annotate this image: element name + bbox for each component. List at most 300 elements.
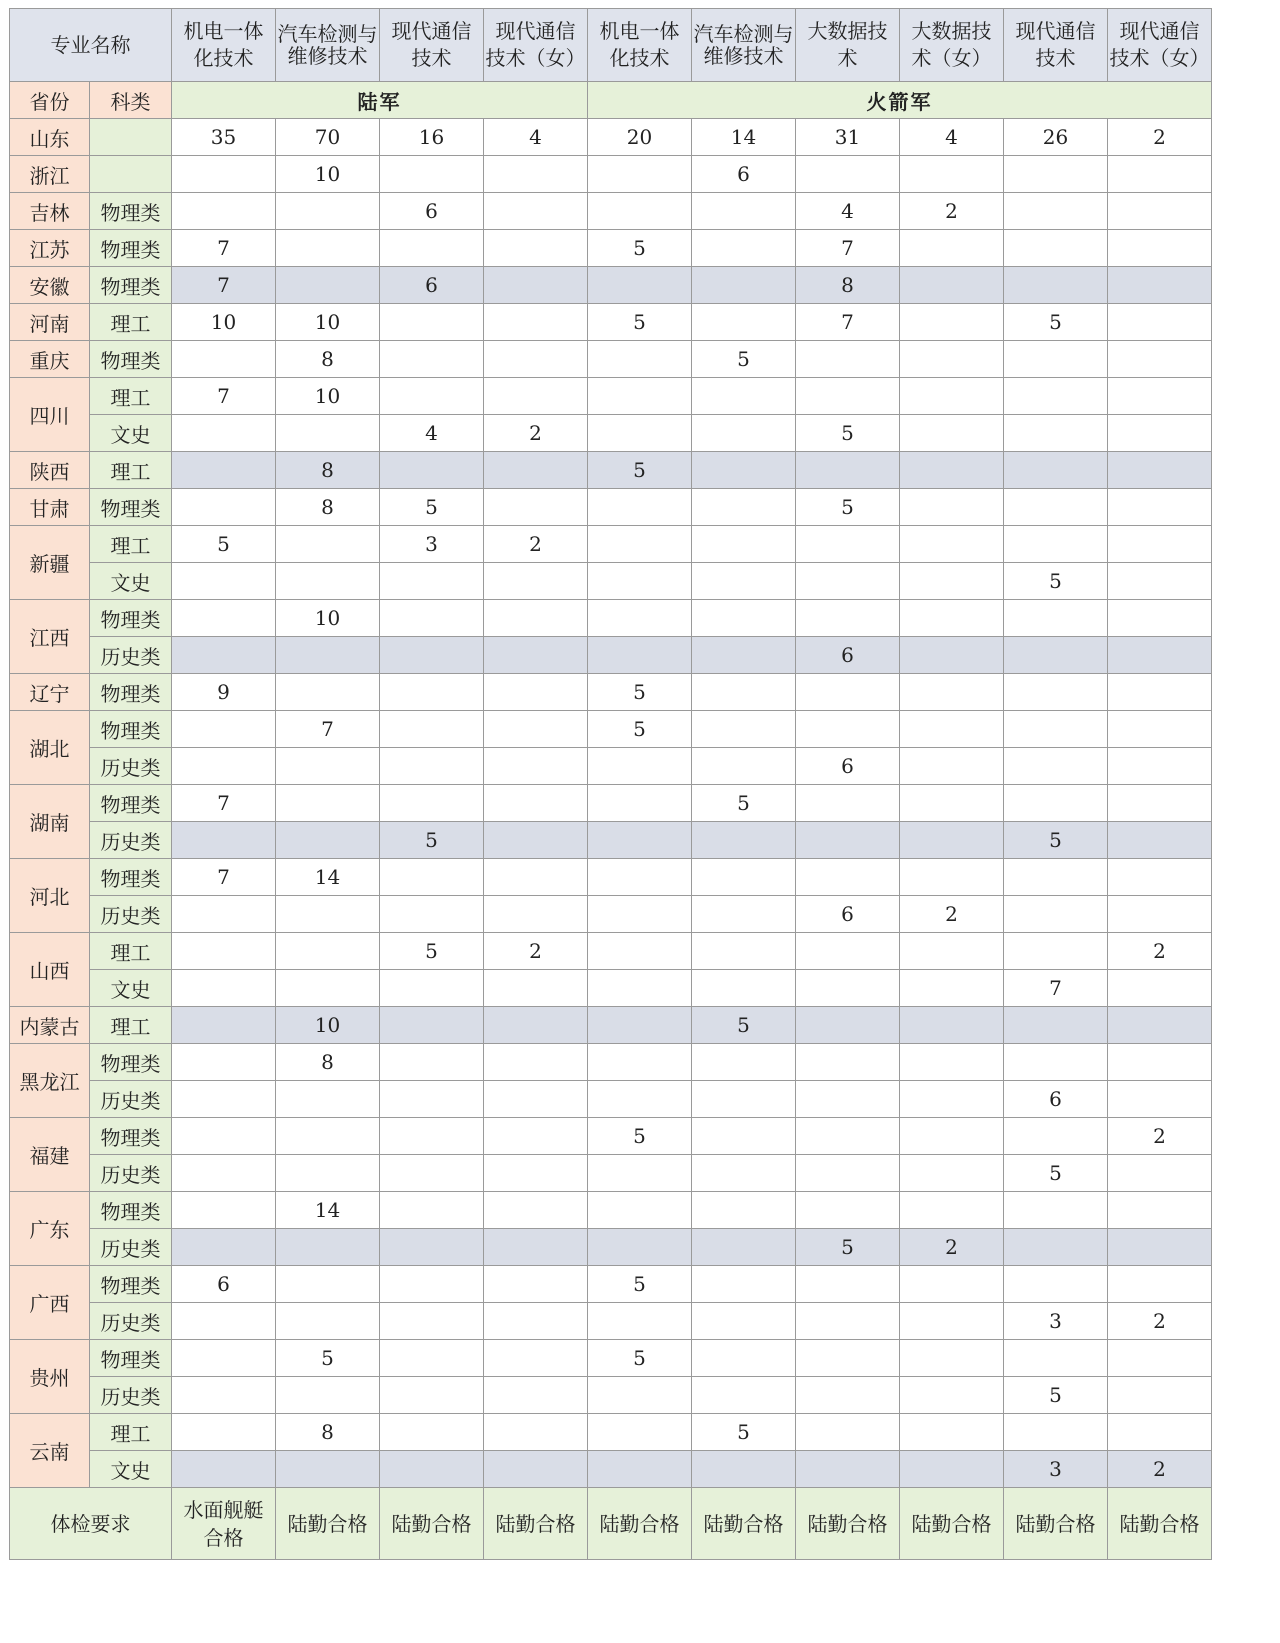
quota-cell	[276, 896, 380, 933]
quota-cell	[692, 600, 796, 637]
quota-cell	[1108, 748, 1212, 785]
subject-cell: 物理类	[90, 489, 172, 526]
quota-cell	[1004, 748, 1108, 785]
quota-cell: 2	[1108, 1118, 1212, 1155]
quota-cell	[692, 526, 796, 563]
quota-cell: 6	[796, 896, 900, 933]
quota-cell	[1108, 341, 1212, 378]
quota-cell	[1004, 1044, 1108, 1081]
quota-cell	[1108, 674, 1212, 711]
quota-cell: 35	[172, 119, 276, 156]
quota-cell	[796, 674, 900, 711]
cell-line: 技术	[1035, 46, 1076, 70]
quota-cell	[900, 156, 1004, 193]
major-header	[380, 9, 484, 82]
quota-cell	[900, 637, 1004, 674]
quota-cell	[796, 1155, 900, 1192]
quota-cell	[692, 1044, 796, 1081]
quota-cell	[380, 674, 484, 711]
quota-cell	[1004, 193, 1108, 230]
quota-cell	[172, 1155, 276, 1192]
cell-line: 陆勤合格	[703, 1511, 784, 1536]
quota-cell: 3	[1004, 1451, 1108, 1488]
quota-cell	[900, 1303, 1004, 1340]
province-cell: 湖南	[10, 785, 90, 859]
quota-cell	[380, 1192, 484, 1229]
quota-cell	[484, 1044, 588, 1081]
quota-cell	[484, 859, 588, 896]
quota-cell: 10	[172, 304, 276, 341]
quota-cell	[900, 1451, 1004, 1488]
quota-cell	[1108, 859, 1212, 896]
quota-cell	[172, 1044, 276, 1081]
quota-cell	[380, 156, 484, 193]
quota-cell	[1004, 785, 1108, 822]
cell-line: 机电一体	[183, 19, 264, 43]
quota-cell	[692, 1229, 796, 1266]
quota-cell	[1004, 711, 1108, 748]
physical-exam-requirement	[588, 1488, 692, 1560]
cell-line: 技术（女）	[1109, 46, 1210, 70]
quota-cell	[484, 304, 588, 341]
quota-cell	[172, 896, 276, 933]
quota-cell: 5	[1004, 1377, 1108, 1414]
quota-cell: 5	[276, 1340, 380, 1377]
province-cell: 河南	[10, 304, 90, 341]
quota-cell	[1108, 1044, 1212, 1081]
physical-exam-requirement	[692, 1488, 796, 1560]
subject-cell: 理工	[90, 304, 172, 341]
cell-line: 合格	[203, 1525, 244, 1550]
quota-cell	[276, 1377, 380, 1414]
quota-cell	[484, 1081, 588, 1118]
quota-cell: 4	[380, 415, 484, 452]
quota-cell	[380, 1377, 484, 1414]
quota-cell	[1108, 378, 1212, 415]
subject-label: 科类	[90, 82, 172, 119]
quota-cell	[900, 267, 1004, 304]
quota-cell	[692, 193, 796, 230]
quota-cell	[796, 785, 900, 822]
quota-cell	[1004, 637, 1108, 674]
quota-cell	[1004, 1266, 1108, 1303]
cell-line: 现代通信	[495, 19, 576, 43]
quota-cell: 4	[796, 193, 900, 230]
quota-cell	[1004, 526, 1108, 563]
table-row	[10, 896, 1212, 933]
major-header	[484, 9, 588, 82]
quota-cell	[692, 304, 796, 341]
quota-cell	[588, 1303, 692, 1340]
quota-cell	[380, 1229, 484, 1266]
cell-line: 陆勤合格	[1015, 1511, 1096, 1536]
quota-cell	[1108, 1266, 1212, 1303]
quota-cell	[1108, 1192, 1212, 1229]
quota-cell: 8	[276, 1044, 380, 1081]
quota-cell	[796, 1007, 900, 1044]
major-header	[796, 9, 900, 82]
physical-exam-requirement	[380, 1488, 484, 1560]
branch-army: 陆军	[172, 82, 588, 119]
table-row	[10, 563, 1212, 600]
quota-cell: 5	[692, 785, 796, 822]
subject-cell: 文史	[90, 563, 172, 600]
quota-cell: 2	[484, 933, 588, 970]
quota-cell	[796, 1303, 900, 1340]
quota-cell	[900, 748, 1004, 785]
quota-cell: 5	[380, 822, 484, 859]
quota-cell	[276, 933, 380, 970]
quota-cell	[172, 1340, 276, 1377]
quota-cell	[588, 193, 692, 230]
cell-line: 水面舰艇	[183, 1497, 264, 1522]
quota-cell	[1004, 230, 1108, 267]
quota-cell	[588, 1155, 692, 1192]
quota-cell	[588, 933, 692, 970]
quota-cell: 5	[588, 304, 692, 341]
quota-cell: 5	[692, 1414, 796, 1451]
quota-cell	[796, 822, 900, 859]
quota-cell	[796, 1377, 900, 1414]
quota-cell: 5	[1004, 1155, 1108, 1192]
subject-cell: 物理类	[90, 230, 172, 267]
quota-cell	[276, 674, 380, 711]
table-row	[10, 378, 1212, 415]
quota-cell	[380, 1081, 484, 1118]
major-header	[692, 9, 796, 82]
quota-cell: 6	[1004, 1081, 1108, 1118]
cell-line: 技术（女）	[485, 46, 586, 70]
cell-line: 陆勤合格	[807, 1511, 888, 1536]
quota-cell: 6	[796, 748, 900, 785]
province-cell: 黑龙江	[10, 1044, 90, 1118]
quota-cell	[484, 1192, 588, 1229]
province-cell: 甘肃	[10, 489, 90, 526]
table-row	[10, 674, 1212, 711]
table-row	[10, 637, 1212, 674]
quota-cell	[276, 193, 380, 230]
quota-cell	[1004, 489, 1108, 526]
quota-cell	[588, 341, 692, 378]
quota-cell: 14	[276, 859, 380, 896]
quota-cell	[796, 563, 900, 600]
quota-cell	[588, 1192, 692, 1229]
subject-cell: 文史	[90, 415, 172, 452]
table-row	[10, 489, 1212, 526]
subject-cell: 理工	[90, 526, 172, 563]
quota-cell: 7	[172, 785, 276, 822]
quota-cell	[172, 452, 276, 489]
quota-cell	[900, 674, 1004, 711]
quota-cell	[380, 600, 484, 637]
quota-cell	[1108, 267, 1212, 304]
quota-cell	[588, 970, 692, 1007]
subject-cell: 历史类	[90, 748, 172, 785]
quota-cell: 10	[276, 1007, 380, 1044]
quota-cell: 14	[276, 1192, 380, 1229]
enrollment-table	[9, 8, 1212, 1560]
quota-cell	[1108, 1377, 1212, 1414]
quota-cell: 20	[588, 119, 692, 156]
quota-cell	[692, 378, 796, 415]
quota-cell	[588, 600, 692, 637]
quota-cell: 5	[1004, 563, 1108, 600]
quota-cell: 7	[172, 230, 276, 267]
subject-cell: 文史	[90, 970, 172, 1007]
quota-cell	[276, 1081, 380, 1118]
cell-line: 陆勤合格	[911, 1511, 992, 1536]
subject-cell	[90, 119, 172, 156]
quota-cell	[380, 896, 484, 933]
province-cell: 辽宁	[10, 674, 90, 711]
quota-cell	[172, 156, 276, 193]
cell-line: 大数据技	[911, 19, 992, 43]
quota-cell	[796, 156, 900, 193]
quota-cell	[276, 970, 380, 1007]
quota-cell: 2	[900, 896, 1004, 933]
quota-cell	[172, 933, 276, 970]
quota-cell	[380, 1155, 484, 1192]
quota-cell: 10	[276, 156, 380, 193]
quota-cell	[900, 1414, 1004, 1451]
quota-cell	[172, 415, 276, 452]
corner-label: 专业名称	[10, 9, 172, 82]
quota-cell	[692, 1192, 796, 1229]
quota-cell	[1004, 1340, 1108, 1377]
table-row	[10, 1414, 1212, 1451]
quota-cell	[900, 1118, 1004, 1155]
cell-line: 术	[837, 46, 858, 70]
quota-cell	[484, 1451, 588, 1488]
quota-cell	[588, 1451, 692, 1488]
subject-cell: 历史类	[90, 896, 172, 933]
quota-cell	[900, 1340, 1004, 1377]
quota-cell	[276, 1303, 380, 1340]
quota-cell	[796, 859, 900, 896]
quota-cell	[1108, 563, 1212, 600]
quota-cell	[900, 563, 1004, 600]
quota-cell	[1004, 1414, 1108, 1451]
quota-cell	[588, 1377, 692, 1414]
cell-line: 现代通信	[1015, 19, 1096, 43]
quota-cell	[380, 230, 484, 267]
subject-cell: 历史类	[90, 1377, 172, 1414]
quota-cell	[484, 156, 588, 193]
quota-cell	[1004, 600, 1108, 637]
quota-cell	[1108, 637, 1212, 674]
table-row	[10, 1007, 1212, 1044]
quota-cell	[796, 378, 900, 415]
major-header	[900, 9, 1004, 82]
quota-cell	[276, 748, 380, 785]
quota-cell	[588, 489, 692, 526]
quota-cell: 5	[588, 1118, 692, 1155]
quota-cell: 5	[692, 1007, 796, 1044]
subject-cell: 历史类	[90, 1229, 172, 1266]
table-row	[10, 304, 1212, 341]
province-cell: 福建	[10, 1118, 90, 1192]
table-row	[10, 748, 1212, 785]
quota-cell: 6	[380, 267, 484, 304]
subject-cell: 物理类	[90, 193, 172, 230]
quota-cell	[900, 415, 1004, 452]
quota-cell	[380, 785, 484, 822]
quota-cell	[380, 378, 484, 415]
quota-cell: 6	[380, 193, 484, 230]
quota-cell: 8	[796, 267, 900, 304]
cell-line: 陆勤合格	[287, 1511, 368, 1536]
quota-cell	[796, 452, 900, 489]
quota-cell	[900, 378, 1004, 415]
quota-cell	[796, 600, 900, 637]
quota-cell: 2	[1108, 119, 1212, 156]
subject-cell: 物理类	[90, 1340, 172, 1377]
quota-cell	[172, 1081, 276, 1118]
quota-cell: 26	[1004, 119, 1108, 156]
quota-cell	[900, 1155, 1004, 1192]
quota-cell	[484, 267, 588, 304]
province-cell: 广东	[10, 1192, 90, 1266]
quota-cell	[588, 822, 692, 859]
subject-cell: 历史类	[90, 1155, 172, 1192]
quota-cell	[1108, 415, 1212, 452]
quota-cell	[380, 1266, 484, 1303]
table-row	[10, 1044, 1212, 1081]
subject-cell: 理工	[90, 452, 172, 489]
quota-cell	[588, 1044, 692, 1081]
quota-cell: 2	[1108, 1303, 1212, 1340]
quota-cell	[380, 970, 484, 1007]
quota-cell	[484, 230, 588, 267]
quota-cell	[380, 1044, 484, 1081]
quota-cell	[900, 1007, 1004, 1044]
physical-exam-requirement	[172, 1488, 276, 1560]
quota-cell: 4	[484, 119, 588, 156]
table-row	[10, 1266, 1212, 1303]
subject-cell: 理工	[90, 1414, 172, 1451]
quota-cell	[484, 193, 588, 230]
table-row	[10, 1118, 1212, 1155]
quota-cell	[900, 933, 1004, 970]
quota-cell: 5	[588, 1266, 692, 1303]
quota-cell	[484, 1007, 588, 1044]
province-cell: 贵州	[10, 1340, 90, 1414]
cell-line: 现代通信	[1119, 19, 1200, 43]
quota-cell	[588, 1007, 692, 1044]
table-row	[10, 415, 1212, 452]
quota-cell	[484, 896, 588, 933]
quota-cell	[484, 822, 588, 859]
quota-cell: 10	[276, 304, 380, 341]
quota-cell	[692, 415, 796, 452]
cell-line: 陆勤合格	[495, 1511, 576, 1536]
quota-cell	[484, 748, 588, 785]
quota-cell	[588, 267, 692, 304]
table-row	[10, 452, 1212, 489]
quota-cell: 7	[172, 378, 276, 415]
subject-cell: 理工	[90, 378, 172, 415]
quota-cell	[692, 637, 796, 674]
quota-cell	[588, 1414, 692, 1451]
quota-cell: 5	[1004, 304, 1108, 341]
quota-cell: 10	[276, 378, 380, 415]
physical-exam-requirement	[484, 1488, 588, 1560]
quota-cell	[380, 1118, 484, 1155]
quota-cell	[380, 1303, 484, 1340]
quota-cell	[380, 341, 484, 378]
quota-cell: 16	[380, 119, 484, 156]
province-cell: 江西	[10, 600, 90, 674]
quota-cell	[1004, 341, 1108, 378]
quota-cell	[692, 1451, 796, 1488]
quota-cell	[1108, 970, 1212, 1007]
quota-cell: 5	[588, 230, 692, 267]
province-cell: 陕西	[10, 452, 90, 489]
quota-cell: 5	[588, 1340, 692, 1377]
major-header	[588, 9, 692, 82]
quota-cell	[588, 748, 692, 785]
quota-cell	[484, 1266, 588, 1303]
quota-cell	[796, 1044, 900, 1081]
quota-cell	[380, 304, 484, 341]
quota-cell	[900, 785, 1004, 822]
quota-cell	[380, 859, 484, 896]
subject-cell: 理工	[90, 933, 172, 970]
quota-cell	[692, 822, 796, 859]
quota-cell	[380, 1451, 484, 1488]
quota-cell	[692, 230, 796, 267]
subject-cell: 物理类	[90, 341, 172, 378]
subject-cell	[90, 156, 172, 193]
subject-cell: 物理类	[90, 1192, 172, 1229]
quota-cell	[692, 563, 796, 600]
quota-cell	[1108, 1081, 1212, 1118]
quota-cell	[484, 674, 588, 711]
quota-cell: 3	[380, 526, 484, 563]
quota-cell	[380, 1414, 484, 1451]
quota-cell	[172, 748, 276, 785]
cell-line: 大数据技	[807, 19, 888, 43]
quota-cell: 2	[900, 193, 1004, 230]
quota-cell	[1108, 156, 1212, 193]
quota-cell	[900, 1044, 1004, 1081]
quota-cell: 6	[172, 1266, 276, 1303]
table-row	[10, 1229, 1212, 1266]
quota-cell	[484, 489, 588, 526]
quota-cell	[276, 1155, 380, 1192]
quota-cell	[588, 1081, 692, 1118]
cell-line: 化技术	[193, 46, 254, 70]
quota-cell	[484, 1155, 588, 1192]
major-header	[172, 9, 276, 82]
quota-cell	[692, 970, 796, 1007]
province-cell: 山东	[10, 119, 90, 156]
quota-cell	[588, 156, 692, 193]
quota-cell	[900, 1192, 1004, 1229]
quota-cell	[380, 563, 484, 600]
quota-cell	[692, 1377, 796, 1414]
table-row	[10, 859, 1212, 896]
quota-cell	[276, 415, 380, 452]
quota-cell	[900, 1377, 1004, 1414]
quota-cell	[796, 1081, 900, 1118]
table-row	[10, 230, 1212, 267]
quota-cell: 7	[276, 711, 380, 748]
table-row	[10, 1303, 1212, 1340]
quota-cell	[1004, 378, 1108, 415]
quota-cell	[900, 711, 1004, 748]
quota-cell	[796, 1451, 900, 1488]
